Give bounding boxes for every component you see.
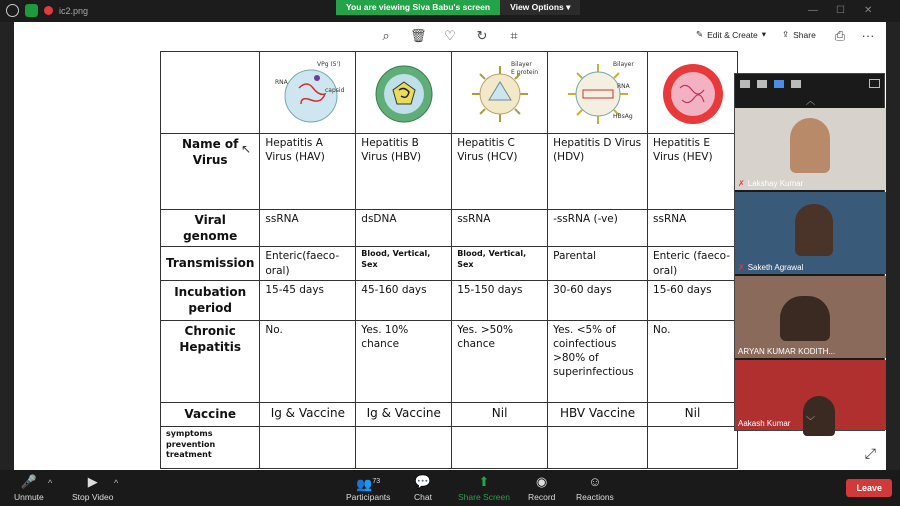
table-cell: 30-60 days xyxy=(548,280,648,320)
mouse-cursor-icon: ↖ xyxy=(241,142,252,156)
chat-label: Chat xyxy=(414,492,432,502)
table-cell: ssRNA xyxy=(452,210,548,247)
table-cell: No. xyxy=(260,320,356,402)
leave-button[interactable]: Leave xyxy=(846,479,892,497)
hdv-label-bilayer: Bilayer xyxy=(612,61,634,68)
participant-name xyxy=(738,263,803,272)
favorite-icon[interactable]: ♡ xyxy=(444,28,456,43)
hav-diagram xyxy=(273,58,343,128)
unmute-button[interactable] xyxy=(14,474,44,502)
empty-corner-cell xyxy=(161,52,260,134)
row-label: Vaccine xyxy=(161,402,260,426)
file-name: ic2.png xyxy=(59,5,89,16)
table-row xyxy=(161,247,738,280)
table-cell: Blood, Vertical, Sex xyxy=(356,247,452,280)
table-cell: ssRNA xyxy=(648,210,738,247)
table-cell xyxy=(548,426,648,468)
participant-name-label: Lakshay Kumar xyxy=(747,179,804,188)
name-cell: Hepatitis C Virus (HCV) xyxy=(452,134,548,210)
print-icon[interactable]: ⎙ xyxy=(834,28,846,43)
chat-icon: 💬 xyxy=(414,474,432,489)
table-cell: Nil xyxy=(452,402,548,426)
participant-tile[interactable] xyxy=(735,276,886,358)
title-bar xyxy=(0,0,900,22)
record-button[interactable] xyxy=(528,474,555,502)
table-cell: Enteric(faeco-oral) xyxy=(260,247,356,280)
avatar xyxy=(790,118,830,173)
table-cell xyxy=(452,426,548,468)
reactions-label: Reactions xyxy=(576,492,614,502)
participant-count: 73 xyxy=(372,478,381,485)
table-cell xyxy=(648,426,738,468)
crop-icon[interactable]: ⌗ xyxy=(510,28,518,43)
mic-muted-icon: 🎤 xyxy=(20,474,37,489)
record-label: Record xyxy=(528,492,556,502)
hev-diagram-cell xyxy=(648,52,738,134)
table-cell: HBV Vaccine xyxy=(548,402,648,426)
hav-label-rna: RNA xyxy=(274,79,288,86)
table-cell: -ssRNA (-ve) xyxy=(548,210,648,247)
meeting-controls xyxy=(0,470,900,506)
expand-icon[interactable]: ⤢ xyxy=(864,445,876,461)
table-cell: ssRNA xyxy=(260,210,356,247)
mic-muted-icon: ✗ xyxy=(738,179,745,188)
hav-label-capsid: capsid xyxy=(324,87,345,94)
video-panel-toolbar xyxy=(735,74,884,94)
row-label: Chronic Hepatitis xyxy=(161,320,260,402)
rotate-icon[interactable]: ↻ xyxy=(476,28,488,43)
stop-video-button[interactable] xyxy=(72,474,113,502)
scroll-up-icon[interactable]: ︿ xyxy=(805,96,815,106)
participant-name-label: ARYAN KUMAR KODITH... xyxy=(738,347,836,356)
video-camera-icon: ▶ xyxy=(87,474,98,489)
table-cell xyxy=(260,426,356,468)
hepatitis-table xyxy=(160,51,738,469)
zoom-icon[interactable]: ⌕ xyxy=(382,28,390,43)
table-cell: Yes. >50% chance xyxy=(452,320,548,402)
participants-label: Participants xyxy=(346,492,391,502)
single-view-icon[interactable] xyxy=(757,80,767,88)
hbv-diagram xyxy=(369,58,439,128)
strip-view-icon[interactable] xyxy=(774,80,784,88)
title-left xyxy=(6,4,88,17)
table-row xyxy=(161,402,738,426)
table-cell xyxy=(356,426,452,468)
mic-muted-icon: ✗ xyxy=(738,263,745,272)
avatar xyxy=(795,204,833,256)
participants-icon: 👥$^{73}$ xyxy=(356,476,381,492)
share-label: Share xyxy=(793,29,816,40)
more-icon[interactable]: ··· xyxy=(861,28,875,43)
name-cell: Hepatitis A Virus (HAV) xyxy=(260,134,356,210)
participant-tile[interactable] xyxy=(735,108,886,190)
share-screen-button[interactable] xyxy=(458,474,510,502)
table-cell: Yes. 10% chance xyxy=(356,320,452,402)
view-options-button[interactable]: View Options ▾ xyxy=(500,0,580,15)
table-row xyxy=(161,320,738,402)
table-cell: Ig & Vaccine xyxy=(260,402,356,426)
share-banner xyxy=(336,0,580,15)
table-cell: Parental xyxy=(548,247,648,280)
security-shield-icon[interactable] xyxy=(25,4,38,17)
name-cell: Hepatitis D Virus (HDV) xyxy=(548,134,648,210)
participant-name xyxy=(738,347,835,356)
participant-video-panel xyxy=(734,73,885,431)
table-row xyxy=(161,426,738,468)
info-icon[interactable] xyxy=(6,4,19,17)
stop-video-label: Stop Video xyxy=(72,492,114,502)
avatar xyxy=(780,296,830,341)
row-label: Transmission xyxy=(161,247,260,280)
participant-name-label: Aakash Kumar xyxy=(738,419,791,428)
audio-options-chevron-icon[interactable]: ^ xyxy=(48,478,53,488)
gallery-view-icon[interactable] xyxy=(791,80,801,88)
table-cell: No. xyxy=(648,320,738,402)
edit-create-label: Edit & Create xyxy=(707,29,758,40)
table-cell: Enteric (faeco-oral) xyxy=(648,247,738,280)
hcv-diagram-cell xyxy=(452,52,548,134)
scroll-down-icon[interactable]: ﹀ xyxy=(805,416,815,426)
row-label: Incubation period xyxy=(161,280,260,320)
share-screen-icon: ⬆ xyxy=(478,474,490,489)
name-cell: Hepatitis B Virus (HBV) xyxy=(356,134,452,210)
table-cell: Nil xyxy=(648,402,738,426)
participant-name xyxy=(738,179,803,188)
photo-viewer-toolbar xyxy=(14,22,886,50)
row-label: Viral genome xyxy=(161,210,260,247)
table-cell: 15-60 days xyxy=(648,280,738,320)
hcv-label-bilayer: Bilayer xyxy=(510,61,532,68)
hav-diagram-cell xyxy=(260,52,356,134)
video-options-chevron-icon[interactable]: ^ xyxy=(114,478,119,488)
reactions-icon: ☺ xyxy=(588,474,602,489)
row-label: symptoms prevention treatment xyxy=(161,426,260,468)
diagram-row xyxy=(161,52,738,134)
participants-button[interactable] xyxy=(346,474,390,502)
hbv-diagram-cell xyxy=(356,52,452,134)
participant-name-label: Saketh Agrawal xyxy=(747,263,804,272)
layout-icon[interactable] xyxy=(869,79,880,88)
minimize-panel-icon[interactable] xyxy=(740,80,750,88)
hdv-diagram xyxy=(563,58,633,128)
share-button[interactable]: ⇪ Share xyxy=(782,29,816,40)
table-row xyxy=(161,210,738,247)
participant-tile[interactable] xyxy=(735,192,886,274)
hdv-diagram-cell xyxy=(548,52,648,134)
hcv-diagram xyxy=(465,58,538,128)
close-icon[interactable]: ✕ xyxy=(864,5,873,16)
share-screen-label: Share Screen xyxy=(458,492,510,502)
edit-create-button[interactable]: ✎ Edit & Create ▾ xyxy=(696,29,766,40)
record-icon: ◉ xyxy=(536,474,548,489)
reactions-button[interactable] xyxy=(576,474,614,502)
unmute-label: Unmute xyxy=(14,492,44,502)
hdv-label-rna: RNA xyxy=(616,83,630,90)
record-indicator-icon xyxy=(44,6,53,15)
maximize-icon[interactable]: ☐ xyxy=(836,5,845,16)
table-cell: Yes. <5% of coinfectious >80% of superinfectious xyxy=(548,320,648,402)
share-message: You are viewing Siva Babu's screen xyxy=(336,0,500,15)
hev-diagram xyxy=(658,58,728,128)
minimize-icon[interactable]: — xyxy=(808,5,818,16)
name-cell: Hepatitis E Virus (HEV) xyxy=(648,134,738,210)
view-options-label: View Options xyxy=(510,2,564,12)
hav-label-vpg: VPg (5') xyxy=(316,61,341,68)
table-cell: dsDNA xyxy=(356,210,452,247)
table-row xyxy=(161,280,738,320)
table-cell: Blood, Vertical, Sex xyxy=(452,247,548,280)
table-cell: 45-160 days xyxy=(356,280,452,320)
table-cell: 15-150 days xyxy=(452,280,548,320)
table-cell: 15-45 days xyxy=(260,280,356,320)
chat-button[interactable] xyxy=(414,474,432,502)
hcv-label-eprotein: E protein xyxy=(510,69,538,76)
hdv-label-hbsag: HBsAg xyxy=(612,113,633,120)
delete-icon[interactable]: 🗑 xyxy=(410,28,427,43)
name-label: Name of Virus xyxy=(161,134,260,210)
table-cell: Ig & Vaccine xyxy=(356,402,452,426)
